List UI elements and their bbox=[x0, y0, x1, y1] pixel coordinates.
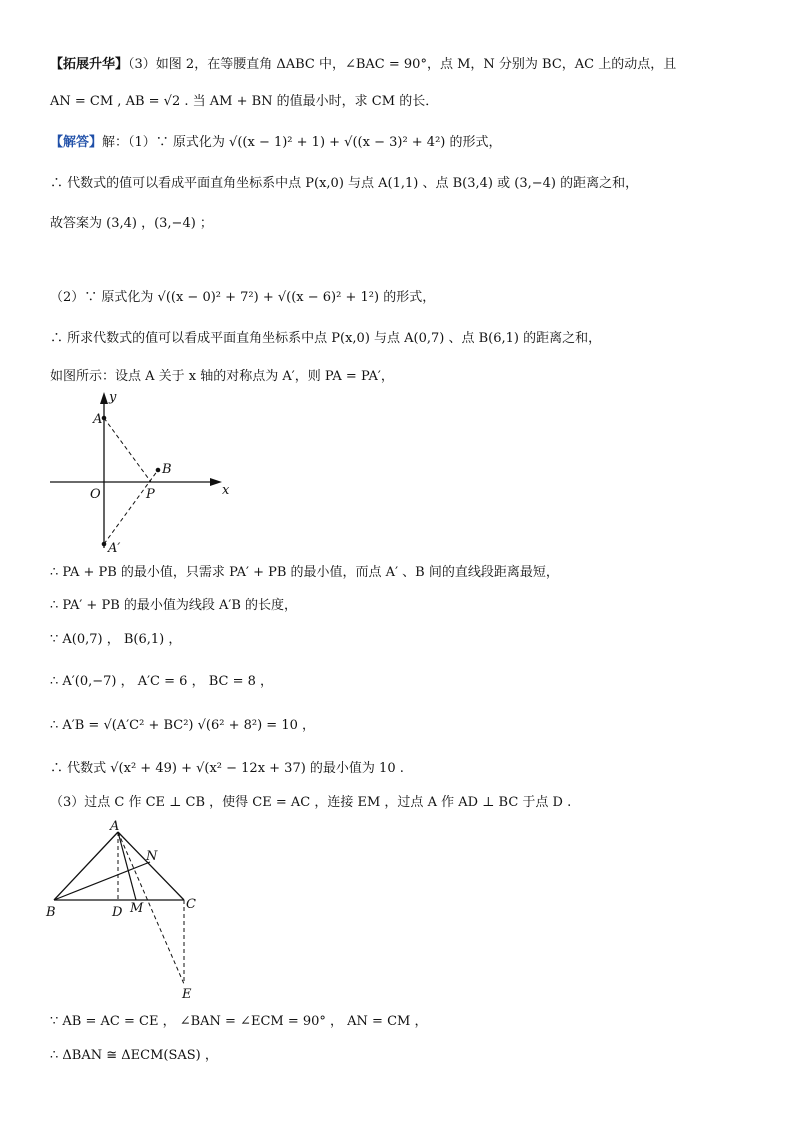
label-x: x bbox=[222, 483, 230, 498]
line-part2-1: （2）∵ 原式化为 √((x − 0)² + 7²) + √((x − 6)² + 1²) 的形式， bbox=[50, 290, 436, 305]
line-part2-3: 如图所示：设点 A 关于 x 轴的对称点为 A′，则 PA = PA′， bbox=[50, 369, 394, 384]
segment-bn bbox=[54, 862, 150, 900]
side-ab bbox=[54, 832, 118, 900]
line-part2-8: ∴ A′B = √(A′C² + BC²) √(6² + 8²) = 10 ， bbox=[50, 718, 316, 733]
label-b: B bbox=[46, 905, 56, 920]
line-problem-2: AN = CM , AB = √2 . 当 AM + BN 的值最小时，求 CM 的长． bbox=[50, 94, 439, 109]
solution-text: 解：（1）∵ 原式化为 √((x − 1)² + 1) + √((x − 3)² + 4²) 的形式， bbox=[102, 135, 502, 150]
line-part2-5: ∴ PA′ + PB 的最小值为线段 A′B 的长度， bbox=[50, 598, 298, 613]
label-m: M bbox=[130, 901, 144, 916]
label-c: C bbox=[186, 897, 196, 912]
label-d: D bbox=[112, 905, 123, 920]
section-title: 【拓展升华】 bbox=[50, 57, 129, 72]
x-axis-arrow bbox=[210, 478, 222, 486]
line-part2-7: ∴ A′(0,−7) ， A′C = 6 ， BC = 8 ， bbox=[50, 674, 273, 689]
problem-text: （3）如图 2，在等腰直角 ΔABC 中，∠BAC = 90°，点 M，N 分别为 BC，AC 上的动点，且 bbox=[128, 57, 677, 72]
line-part2-9: ∴ 代数式 √(x² + 49) + √(x² − 12x + 37) 的最小值为 10 . bbox=[50, 761, 404, 776]
y-axis-arrow bbox=[100, 392, 108, 404]
label-a: A bbox=[110, 819, 120, 834]
coordinate-figure bbox=[40, 388, 240, 558]
triangle-figure bbox=[40, 818, 220, 1003]
label-a: A bbox=[93, 412, 103, 427]
line-part3-3: ∴ ΔBAN ≅ ΔECM(SAS) ， bbox=[50, 1048, 218, 1063]
line-part2-6: ∵ A(0,7) ， B(6,1) ， bbox=[50, 632, 182, 647]
label-aprime: A′ bbox=[108, 541, 121, 556]
segment-aprime-b bbox=[104, 470, 158, 544]
line-part2-2: ∴ 所求代数式的值可以看成平面直角坐标系中点 P(x,0) 与点 A(0,7) 、点 B(6,1) 的距离之和， bbox=[50, 331, 602, 346]
line-solution-3: 故答案为 (3,4) ，(3,−4) ； bbox=[50, 216, 213, 231]
label-y: y bbox=[109, 390, 117, 405]
line-part2-4: ∴ PA + PB 的最小值，只需求 PA′ + PB 的最小值，而点 A′ 、B 间的直线段距离最短， bbox=[50, 565, 559, 580]
point-b bbox=[156, 468, 161, 473]
label-b: B bbox=[162, 462, 172, 477]
label-o: O bbox=[90, 487, 101, 502]
answer-label: 【解答】 bbox=[50, 135, 103, 150]
side-ac bbox=[118, 832, 184, 900]
line-solution-1 bbox=[50, 133, 502, 153]
line-problem-1 bbox=[50, 55, 676, 75]
label-p: P bbox=[146, 487, 155, 502]
point-aprime bbox=[102, 542, 107, 547]
segment-a-p bbox=[104, 418, 151, 482]
line-solution-2: ∴ 代数式的值可以看成平面直角坐标系中点 P(x,0) 与点 A(1,1) 、点 B(3,4) 或 (3,−4) 的距离之和， bbox=[50, 176, 639, 191]
line-part3-2: ∵ AB = AC = CE ， ∠BAN = ∠ECM = 90° ， AN = CM ， bbox=[50, 1014, 428, 1029]
label-e: E bbox=[182, 987, 192, 1002]
line-part3-1: （3）过点 C 作 CE ⊥ CB ，使得 CE = AC ，连接 EM ，过点 A 作 AD ⊥ BC 于点 D . bbox=[50, 795, 572, 810]
label-n: N bbox=[146, 849, 158, 864]
